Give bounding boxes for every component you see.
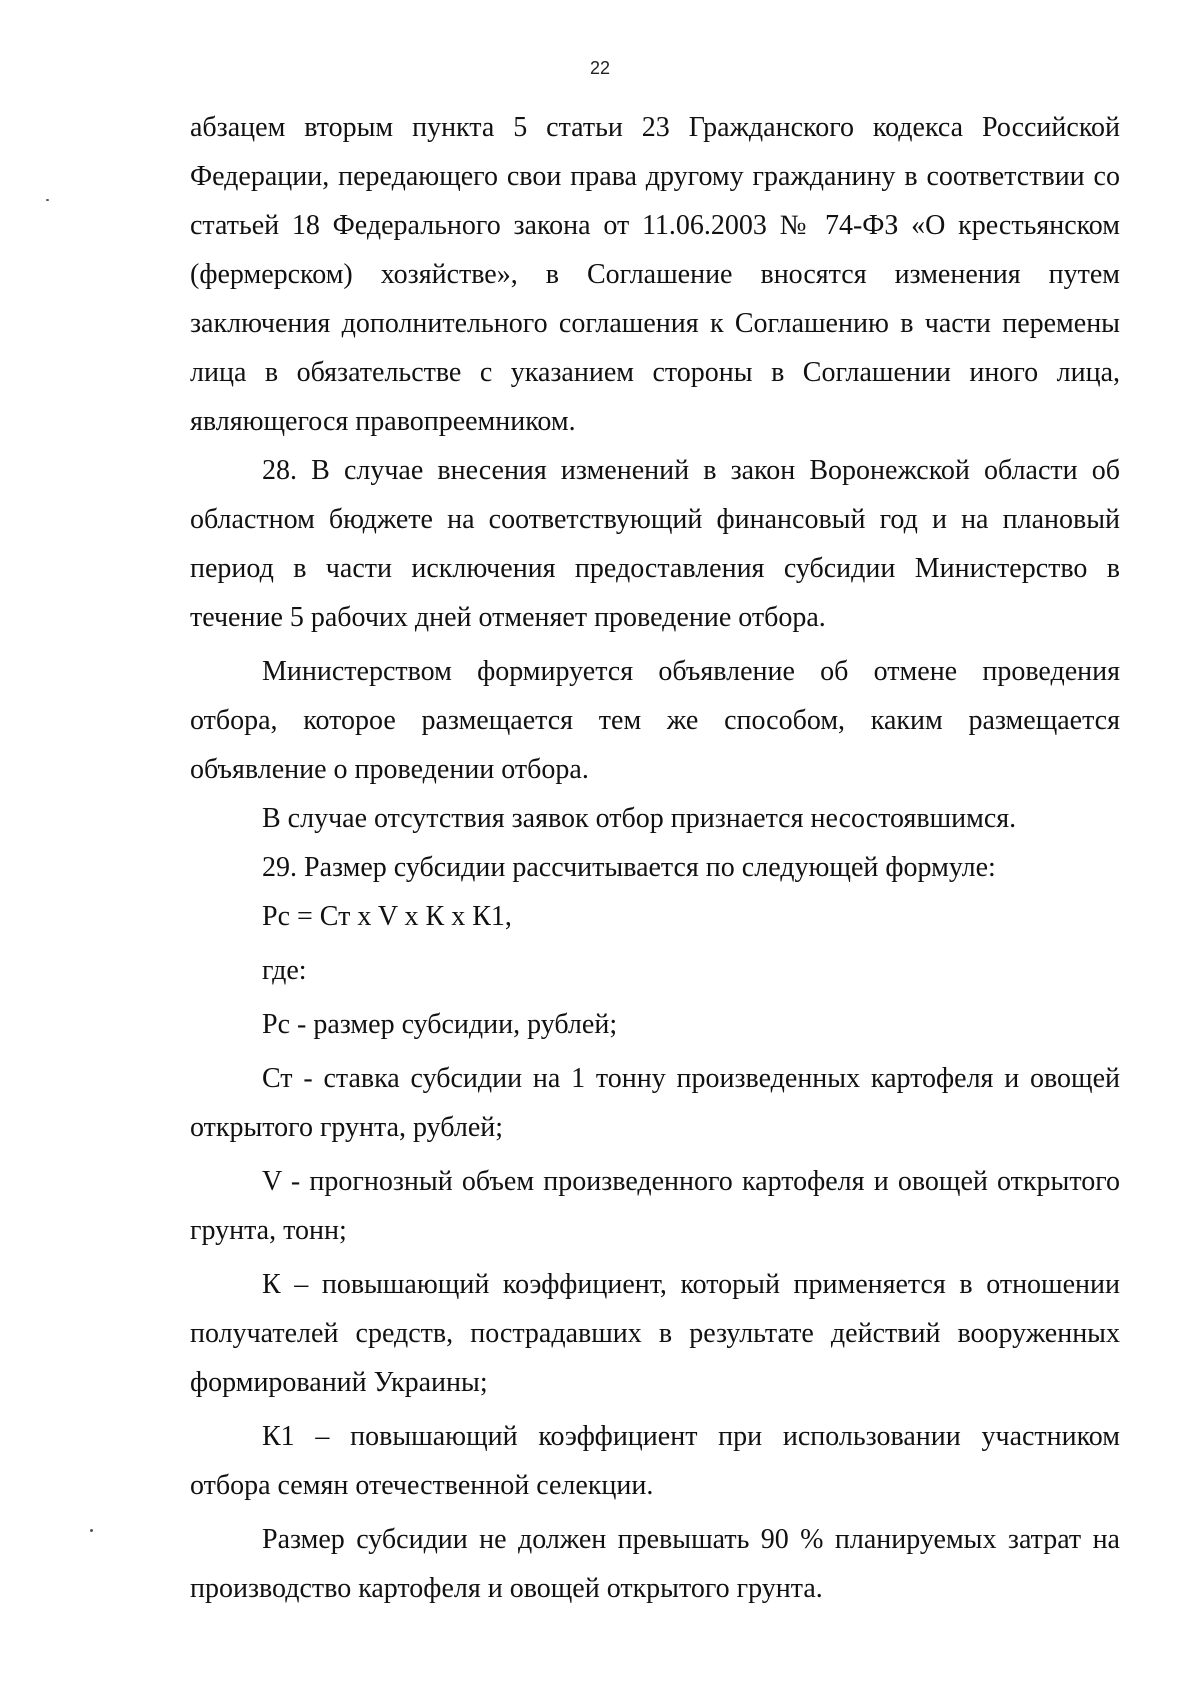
scan-speck (90, 1529, 93, 1532)
paragraph-29: 29. Размер субсидии рассчитывается по следующей формуле: (262, 852, 996, 883)
definition-k: К – повышающий коэффициент, который применяется в отношении получателей средств, пострадавших в результате действий вооруженных формирований Украины; (190, 1269, 1120, 1398)
definition-rc: Рс - размер субсидии, рублей; (262, 1009, 618, 1040)
paragraph-28: 28. В случае внесения изменений в закон Воронежской области об областном бюджете на соответствующий финансовый год и на плановый период в части исключения предоставления субсидии Министерство в течение 5 рабочих дней отменяет проведение отбора. (190, 455, 1120, 633)
definition-st: Ст - ставка субсидии на 1 тонну произведенных картофеля и овощей открытого грунта, рублей; (190, 1063, 1120, 1143)
formula: Рс = Ст x V x К x К1, (262, 901, 512, 932)
definition-k1: К1 – повышающий коэффициент при использовании участником отбора семян отечественной селекции. (190, 1421, 1120, 1501)
scan-speck (46, 199, 49, 201)
paragraph-no-applications: В случае отсутствия заявок отбор признается несостоявшимся. (262, 803, 1017, 834)
document-body (190, 103, 1120, 1613)
formula-where: где: (262, 955, 307, 986)
paragraph-continuation: абзацем вторым пункта 5 статьи 23 Гражданского кодекса Российской Федерации, передающего свои права другому гражданину в соответствии со статьей 18 Федерального закона от 11.06.2003 № 74-ФЗ «О крестьянском (фермерском) хозяйстве», в Соглашение вносятся изменения путем заключения дополнительного соглашения к Соглашению в части перемены лица в обязательстве с указанием стороны в Соглашении иного лица, являющегося правопреемником. (190, 112, 1120, 437)
definition-v: V - прогнозный объем произведенного картофеля и овощей открытого грунта, тонн; (190, 1166, 1120, 1246)
page-number: 22 (589, 58, 611, 78)
paragraph-subsidy-limit: Размер субсидии не должен превышать 90 % планируемых затрат на производство картофеля и овощей открытого грунта. (190, 1524, 1120, 1604)
paragraph-cancellation-notice: Министерством формируется объявление об отмене проведения отбора, которое размещается тем же способом, каким размещается объявление о проведении отбора. (190, 656, 1120, 785)
